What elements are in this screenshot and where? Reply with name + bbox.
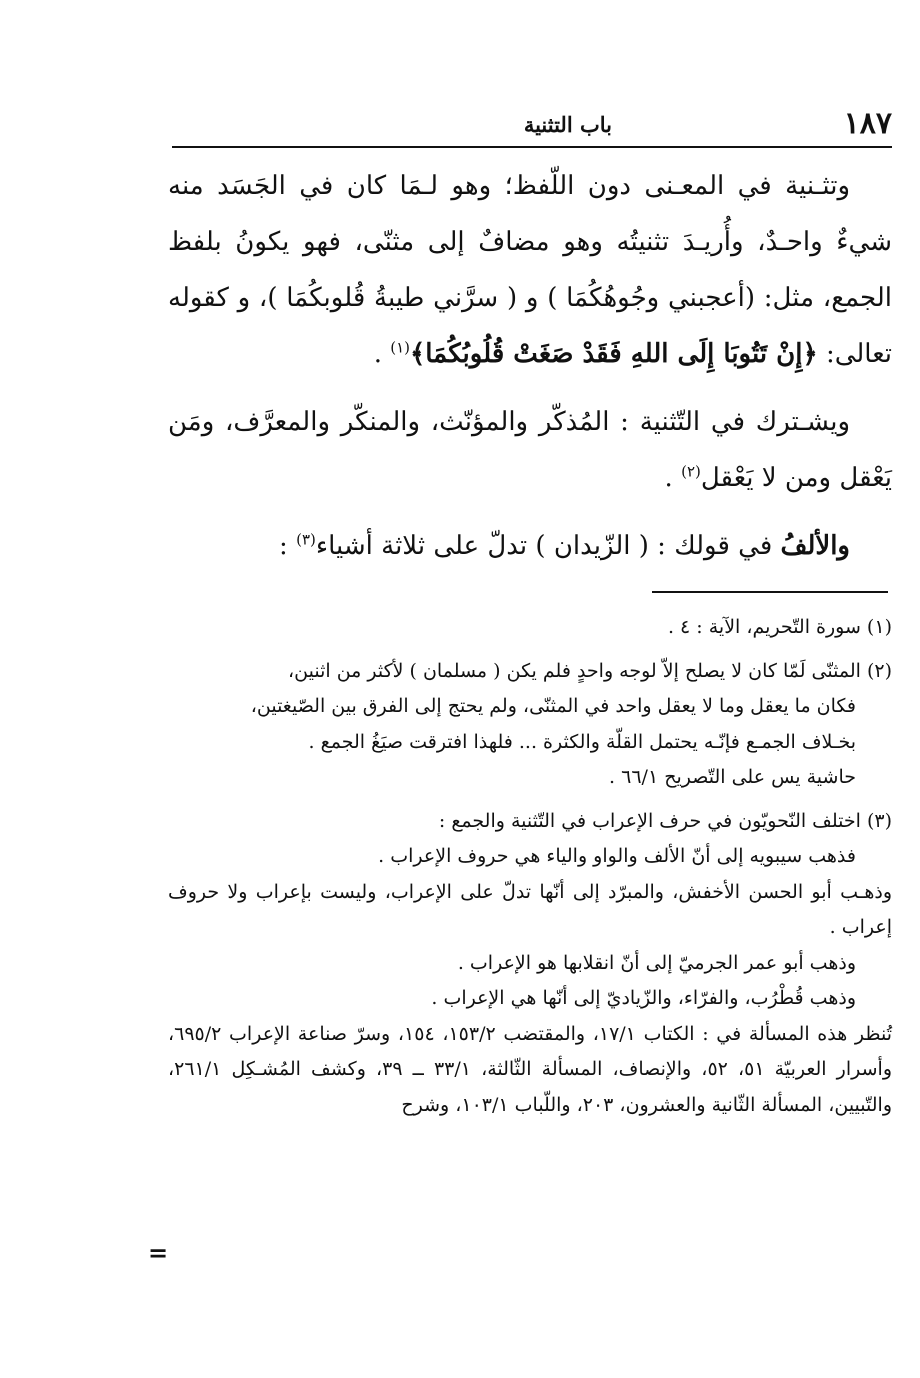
footnote-2-line-2: فكان ما يعقل وما لا يعقل واحد في المثنّى، ولم يحتج إلى الفرق بين الصّيغتين، — [250, 695, 856, 717]
main-text — [168, 158, 892, 574]
footnote-3-line-5: وذهب قُطْرُب، والفرّاء، والزّياديّ إلى أنّها هي الإعراب . — [431, 987, 856, 1009]
quran-verse: ﴿إِنْ تَتُوبَا إِلَى اللهِ فَقَدْ صَغَتْ قُلُوبُكُمَا﴾ — [410, 339, 818, 369]
footnote-2-line-1: (٢) المثنّى لَمّا كان لا يصلح إلاّ لوجه واحدٍ فلم يكن ( مسلمان ) لأكثر من اثنين، — [288, 659, 892, 682]
footnote-3-line-4: وذهب أبو عمر الجرميّ إلى أنّ انقلابها هو الإعراب . — [457, 951, 856, 974]
paragraph-3-text: في قولك : ( الزّيدان ) تدلّ على ثلاثة أشياء — [315, 531, 781, 561]
footnote-ref-1: (١) — [390, 338, 410, 357]
footnote-3-line-3: وذهـب أبو الحسن الأخفش، والمبرّد إلى أنّها تدلّ على الإعراب، وليست بإعراب ولا حروف إعراب . — [168, 880, 892, 938]
paragraph-3 — [168, 518, 892, 574]
footnote-3-line-2: فذهب سيبويه إلى أنّ الألف والواو والياء هي حروف الإعراب . — [378, 845, 856, 867]
paragraph-3-lead: والألفُ — [780, 531, 850, 561]
paragraph-2-end: . — [664, 463, 682, 493]
paragraph-2-text: ويشـترك في التّثنية : المُذكّر والمؤنّث، والمنكّر والمعرَّف، ومَن يَعْقل ومن لا يَعْقل — [168, 407, 892, 493]
paragraph-1 — [168, 158, 892, 382]
footnote-divider — [652, 591, 888, 593]
footnotes — [168, 610, 892, 1123]
footnote-2-line-3: بخـلاف الجمـع فإنّـه يحتمل القلّة والكثرة ... فلهذا افترقت صيَغُ الجمع . — [308, 730, 856, 753]
footnote-2-line-4: حاشية يس على التّصريح ٦٦/١ . — [609, 766, 856, 788]
footnote-ref-3: (٣) — [296, 530, 316, 549]
footnote-ref-2: (٢) — [681, 462, 701, 481]
footnote-3-line-6: تُنظر هذه المسألة في : الكتاب ١٧/١، والمقتضب ١٥٣/٢، ١٥٤، وسرّ صناعة الإعراب ٦٩٥/٢، وأسرار العربيّة ٥١، ٥٢، والإنصاف، المسألة الثّالثة، ٣٣/١ ــ ٣٩، وكشف المُشـكِل ٢٦١/١، والتّبيين، المسألة الثّانية والعشرون، ٢٠٣، واللّباب ١٠٣/١، وشرح — [168, 1022, 892, 1116]
page-number: ١٨٧ — [843, 106, 892, 141]
page-header — [172, 106, 892, 148]
paragraph-2 — [168, 394, 892, 506]
paragraph-3-end: : — [279, 531, 297, 561]
quran-end: . — [373, 339, 391, 369]
paragraph-1-text: وتثـنية في المعـنى دون اللّفظ؛ وهو لـمَا كان في الجَسَد منه شيءٌ واحـدٌ، وأُريـدَ تثنيتُه وهو مضافٌ إلى مثنّى، فهو يكونُ بلفظ الجمع، مثل: (أعجبني وجُوهُكُمَا ) و ( سرَّني طيبةُ قُلوبكُمَا )، و كقوله تعالى: — [168, 171, 892, 369]
continuation-mark: = — [148, 1238, 169, 1267]
footnote-1: (١) سورة التّحريم، الآية : ٤ . — [667, 616, 892, 638]
running-title: باب التثنية — [523, 112, 612, 137]
footnote-3-line-1: (٣) اختلف النّحويّون في حرف الإعراب في التّثنية والجمع : — [438, 809, 892, 832]
